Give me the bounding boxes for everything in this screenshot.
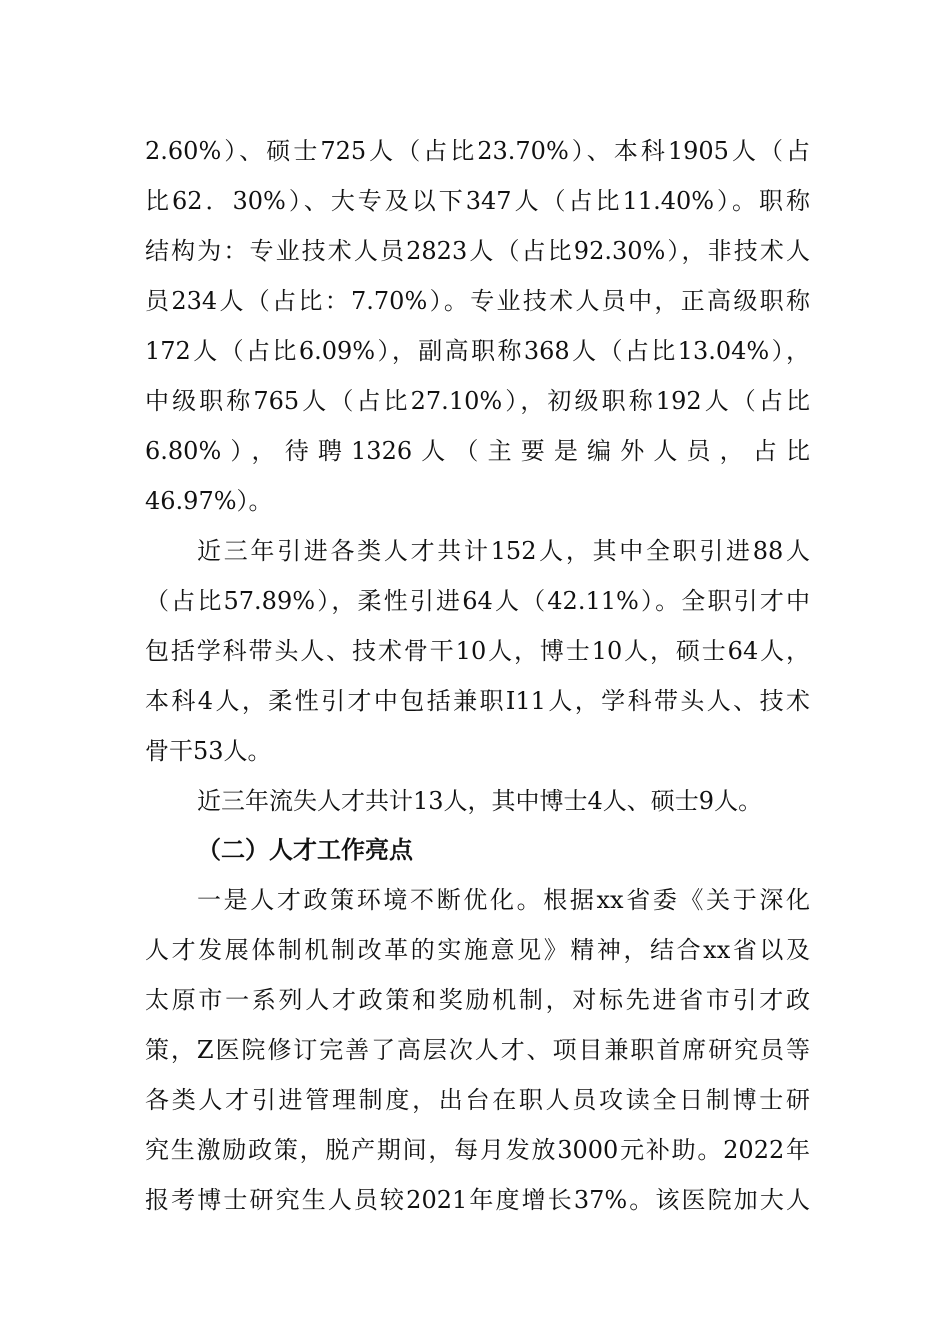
text-line: 46.97%）。 [145, 487, 273, 515]
paragraph-first-line: 一是人才政策环境不断优化。根据xx省委《关于深化 [197, 886, 810, 914]
text-line: 中级职称765人（占比27.10%），初级职称192人（占比 [145, 387, 810, 415]
text-line: 骨干53人。 [145, 737, 272, 765]
text-line: 员234人（占比：7.70%）。专业技术人员中，正高级职称 [145, 287, 810, 315]
text-line: 报考博士研究生人员较2021年度增长37%。该医院加大人 [145, 1186, 810, 1214]
text-line: 究生激励政策，脱产期间，每月发放3000元补助。2022年 [145, 1136, 810, 1164]
text-line: （占比57.89%），柔性引进64人（42.11%）。全职引才中 [145, 587, 810, 615]
text-line: 比62．30%）、大专及以下347人（占比11.40%）。职称 [145, 187, 810, 215]
text-line: 2.60%）、硕士725人（占比23.70%）、本科1905人（占 [145, 137, 810, 165]
text-line: 各类人才引进管理制度，出台在职人员攻读全日制博士研 [145, 1086, 810, 1114]
text-line: 结构为：专业技术人员2823人（占比92.30%），非技术人 [145, 237, 810, 265]
section-heading: （二）人才工作亮点 [197, 835, 413, 864]
paragraph-first-line: 近三年引进各类人才共计152人，其中全职引进88人 [197, 537, 810, 565]
paragraph-first-line: 近三年流失人才共计13人，其中博士4人、硕士9人。 [197, 787, 763, 815]
text-line: 本科4人，柔性引才中包括兼职I11人，学科带头人、技术 [145, 687, 810, 715]
text-line: 策，Z医院修订完善了高层次人才、项目兼职首席研究员等 [145, 1036, 810, 1064]
text-line: 太原市一系列人才政策和奖励机制，对标先进省市引才政 [145, 986, 810, 1014]
text-line: 6.80%），待聘1326人（主要是编外人员，占比 [145, 437, 810, 465]
text-line: 172人（占比6.09%），副高职称368人（占比13.04%）， [145, 337, 810, 365]
text-line: 人才发展体制机制改革的实施意见》精神，结合xx省以及 [145, 936, 810, 964]
text-line: 包括学科带头人、技术骨干10人，博士10人，硕士64人， [145, 637, 810, 665]
